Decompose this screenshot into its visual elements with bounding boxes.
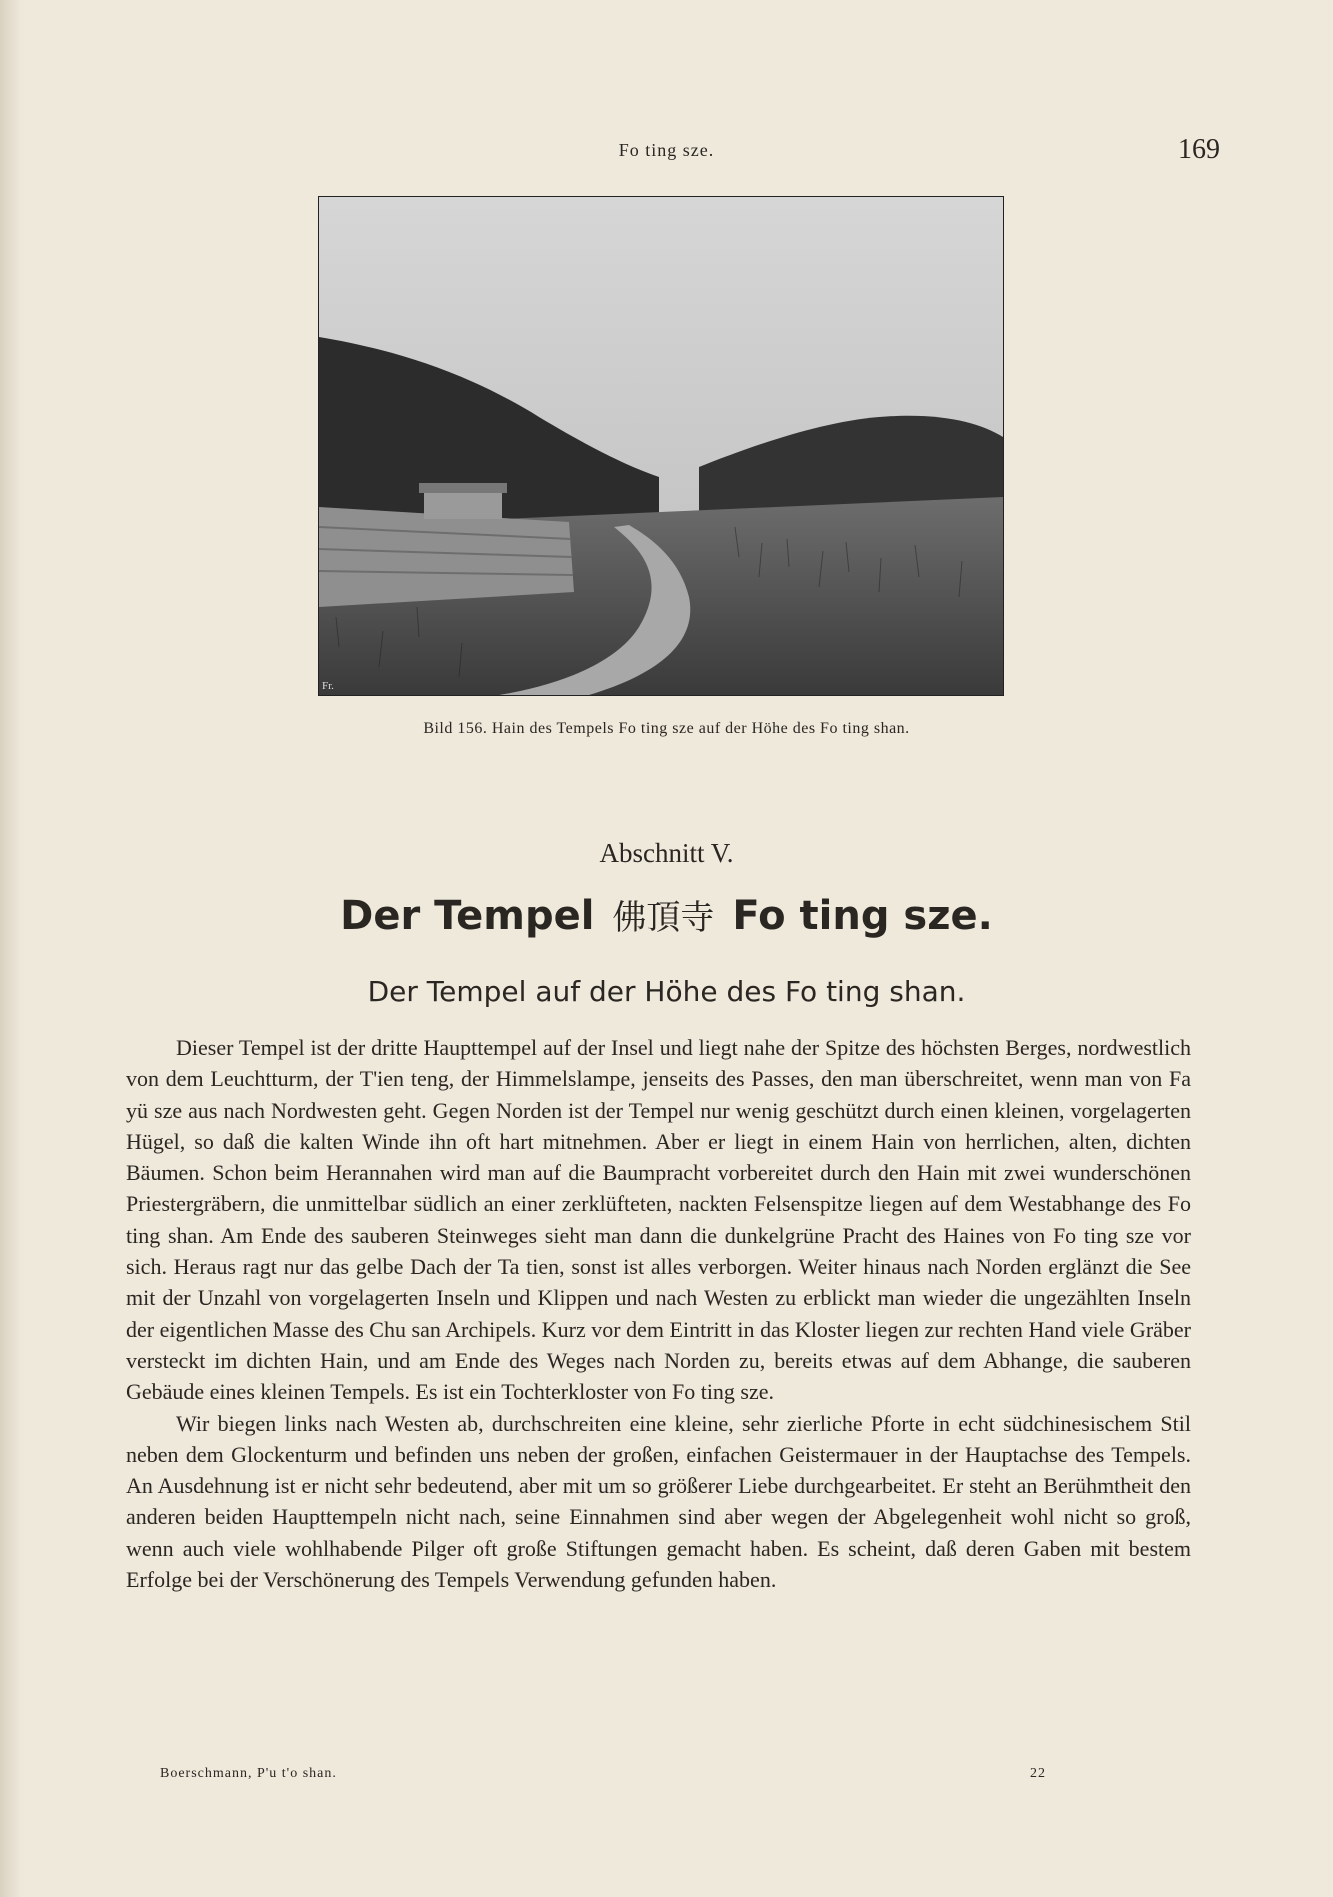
landscape-photo: [318, 196, 1004, 696]
footer-signature-number: 22: [1030, 1766, 1046, 1781]
chapter-title: [0, 890, 1333, 939]
paragraph-2: Wir biegen links nach Westen ab, durchschreiten eine kleine, sehr zierliche Pforte in echt südchinesischem Stil neben dem Glockenturm und befinden uns neben der großen, einfachen Geistermauer in der Hauptachse des Tempels. An Ausdehnung ist er nicht sehr bedeutend, aber mit um so größerer Liebe durchgearbeitet. Er steht an Berühmtheit den anderen beiden Haupttempeln nicht nach, seine Einnahmen sind aber wegen der Abgelegenheit wohl nicht so groß, wenn auch viele wohlhabende Pilger oft große Stiftungen gemacht haben. Es scheint, daß deren Gaben mit bestem Erfolge bei der Verschönerung des Tempels Verwendung gefunden haben.: [126, 1410, 1191, 1593]
running-head: Fo ting sze.: [618, 140, 715, 160]
photo-credit-mark: Fr.: [322, 680, 334, 692]
page-number: 169: [1178, 134, 1220, 165]
figure-caption: Bild 156. Hain des Tempels Fo ting sze auf der Höhe des Fo ting shan.: [423, 720, 910, 737]
page-binding-edge: [0, 0, 22, 1897]
paragraph-1: Dieser Tempel ist der dritte Haupttempel auf der Insel und liegt nahe der Spitze des höchsten Berges, nordwestlich von dem Leuchtturm, der T'ien teng, der Himmelslampe, jenseits des Passes, den man überschreitet, wenn man von Fa yü sze aus nach Nordwesten geht. Gegen Norden ist der Tempel nur wenig geschützt durch einen kleinen, vorgelagerten Hügel, so daß die kalten Winde ihn oft hart mitnehmen. Aber er liegt in einem Hain von herrlichen, alten, dichten Bäumen. Schon beim Herannahen wird man auf die Baumpracht vorbereitet durch den Hain mit zwei wunderschönen Priestergräbern, die unmittelbar südlich an einer zerklüfteten, nackten Felsenspitze liegen auf dem Westabhange des Fo ting shan. Am Ende des sauberen Steinweges sieht man dann die dunkelgrüne Pracht des Haines von Fo ting sze vor sich. Heraus ragt nur das gelbe Dach der Ta tien, sonst ist alles verborgen. Weiter hinaus nach Norden erglänzt die See mit der Unzahl von vorgelagerten Inseln und Klippen und nach Westen zu erblickt man wieder die ungezählten Inseln der eigentlichen Masse des Chu san Archipels. Kurz vor dem Eintritt in das Kloster liegen zur rechten Hand viele Gräber versteckt im dichten Hain, und am Ende des Weges nach Norden zu, bereits etwas auf dem Abhange, die sauberen Gebäude eines kleinen Tempels. Es ist ein Tochterkloster von Fo ting sze.: [126, 1035, 1191, 1405]
title-part-after: Fo ting sze.: [732, 893, 993, 939]
section-label: Abschnitt V.: [599, 838, 734, 868]
title-part-before: Der Tempel: [340, 893, 595, 939]
title-chinese-characters: 佛頂寺: [612, 898, 715, 938]
chapter-subtitle: Der Tempel auf der Höhe des Fo ting shan.: [367, 975, 966, 1008]
body-text: [126, 1032, 1191, 1595]
footer-author-title: Boerschmann, P'u t'o shan.: [160, 1766, 337, 1781]
